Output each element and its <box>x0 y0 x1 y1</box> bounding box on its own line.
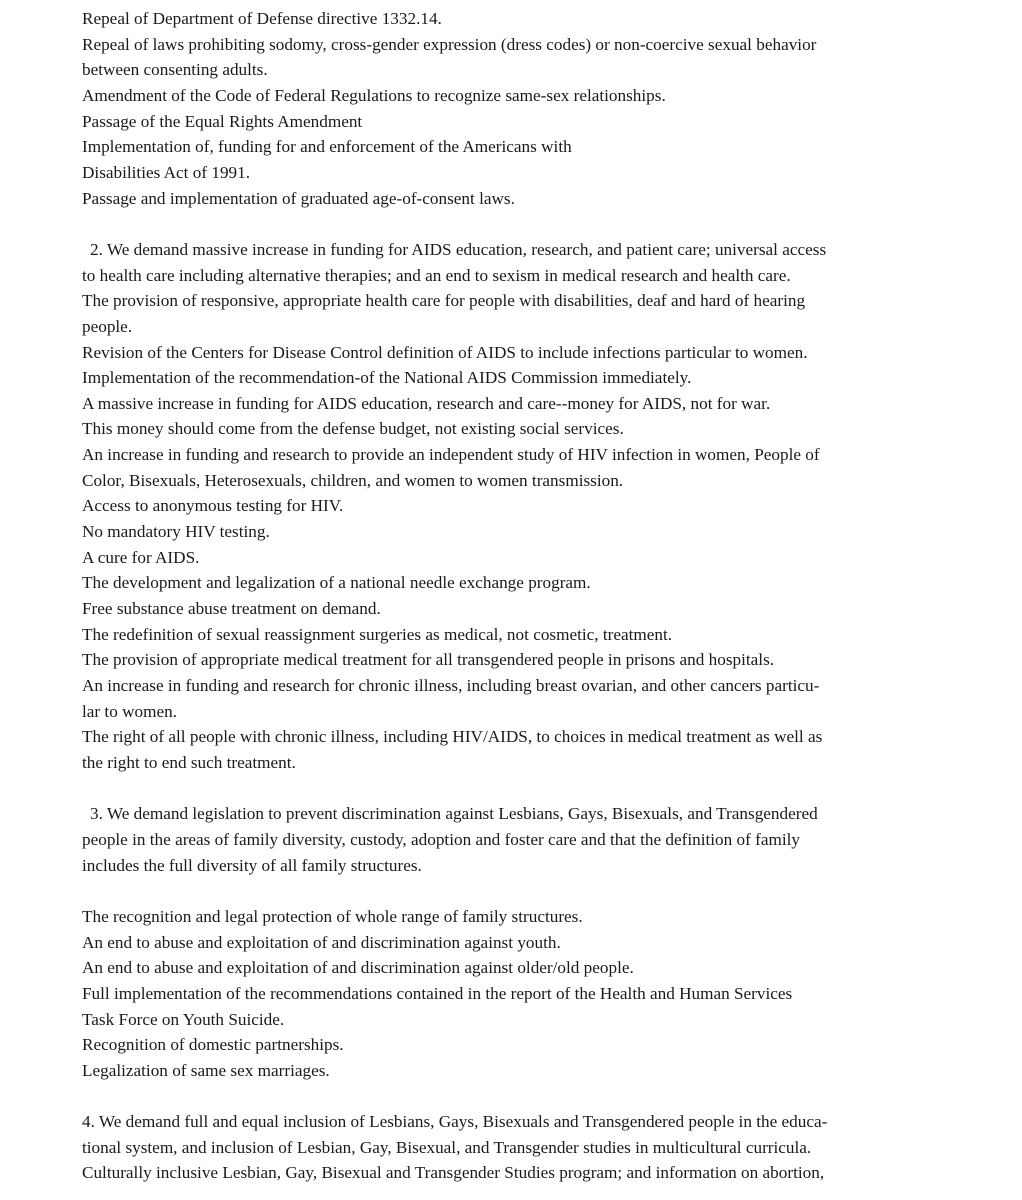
text-line: Passage of the Equal Rights Amendment <box>82 111 363 131</box>
text-line: Passage and implementation of graduated age-of-consent laws. <box>82 188 515 208</box>
text-line: lar to women. <box>82 701 177 721</box>
text-line: Full implementation of the recommendations contained in the report of the Health and Human Services <box>82 983 793 1003</box>
text-line: 3. We demand legislation to prevent discrimination against Lesbians, Gays, Bisexuals, and Transgendered <box>90 804 818 824</box>
text-line: This money should come from the defense budget, not existing social services. <box>82 419 624 439</box>
text-line: The redefinition of sexual reassignment surgeries as medical, not cosmetic, treatment. <box>82 624 673 644</box>
text-line: Repeal of Department of Defense directive 1332.14. <box>82 9 442 28</box>
text-line: An increase in funding and research to provide an independent study of HIV infection in women, People of <box>82 445 820 465</box>
blank-line <box>82 1084 952 1110</box>
text-line: Recognition of domestic partnerships. <box>82 1035 344 1055</box>
text-line: The recognition and legal protection of whole range of family structures. <box>82 906 583 926</box>
text-line: An end to abuse and exploitation of and discrimination against older/old people. <box>82 958 634 978</box>
text-line: includes the full diversity of all family structures. <box>82 855 422 875</box>
document-text <box>82 6 952 1186</box>
text-line: between consenting adults. <box>82 60 268 80</box>
text-line: the right to end such treatment. <box>82 753 296 773</box>
text-line: An increase in funding and research for chronic illness, including breast ovarian, and other cancers particu- <box>82 676 820 696</box>
text-line: Task Force on Youth Suicide. <box>82 1009 285 1029</box>
text-line: Free substance abuse treatment on demand. <box>82 599 381 619</box>
text-line: Culturally inclusive Lesbian, Gay, Bisexual and Transgender Studies program; and information on abortion, <box>82 1163 825 1183</box>
text-line: people in the areas of family diversity, custody, adoption and foster care and that the definition of family <box>82 829 800 849</box>
text-line: An end to abuse and exploitation of and discrimination against youth. <box>82 932 561 952</box>
text-line: 2. We demand massive increase in funding for AIDS education, research, and patient care; universal access <box>90 239 827 259</box>
text-line: people. <box>82 316 133 336</box>
text-line: Repeal of laws prohibiting sodomy, cross-gender expression (dress codes) or non-coercive sexual behavior <box>82 34 817 54</box>
text-line: No mandatory HIV testing. <box>82 522 270 542</box>
text-line: A cure for AIDS. <box>82 547 200 567</box>
text-line: to health care including alternative therapies; and an end to sexism in medical research and health care. <box>82 265 791 285</box>
text-line: The provision of responsive, appropriate health care for people with disabilities, deaf and hard of hearing <box>82 291 806 311</box>
text-line: 4. We demand full and equal inclusion of Lesbians, Gays, Bisexuals and Transgendered people in the educa- <box>82 1112 828 1132</box>
text-line: The development and legalization of a national needle exchange program. <box>82 573 591 593</box>
text-line: Revision of the Centers for Disease Control definition of AIDS to include infections particular to women. <box>82 342 808 362</box>
text-line: tional system, and inclusion of Lesbian, Gay, Bisexual, and Transgender studies in multicultural curricula. <box>82 1137 812 1157</box>
text-line: The right of all people with chronic illness, including HIV/AIDS, to choices in medical treatment as well as <box>82 727 823 747</box>
text-line: A massive increase in funding for AIDS education, research and care--money for AIDS, not for war. <box>82 393 771 413</box>
text-line: Legalization of same sex marriages. <box>82 1060 330 1080</box>
blank-line <box>82 878 952 904</box>
text-line: The provision of appropriate medical treatment for all transgendered people in prisons and hospitals. <box>82 650 775 670</box>
blank-line <box>82 776 952 802</box>
text-line: Implementation of the recommendation-of the National AIDS Commission immediately. <box>82 368 692 388</box>
text-line: Amendment of the Code of Federal Regulations to recognize same-sex relationships. <box>82 85 666 105</box>
text-line: Access to anonymous testing for HIV. <box>82 496 344 516</box>
text-line: Color, Bisexuals, Heterosexuals, children, and women to women transmission. <box>82 470 624 490</box>
blank-line <box>82 211 952 237</box>
text-line: Disabilities Act of 1991. <box>82 162 251 182</box>
text-line: Implementation of, funding for and enforcement of the Americans with <box>82 137 572 157</box>
